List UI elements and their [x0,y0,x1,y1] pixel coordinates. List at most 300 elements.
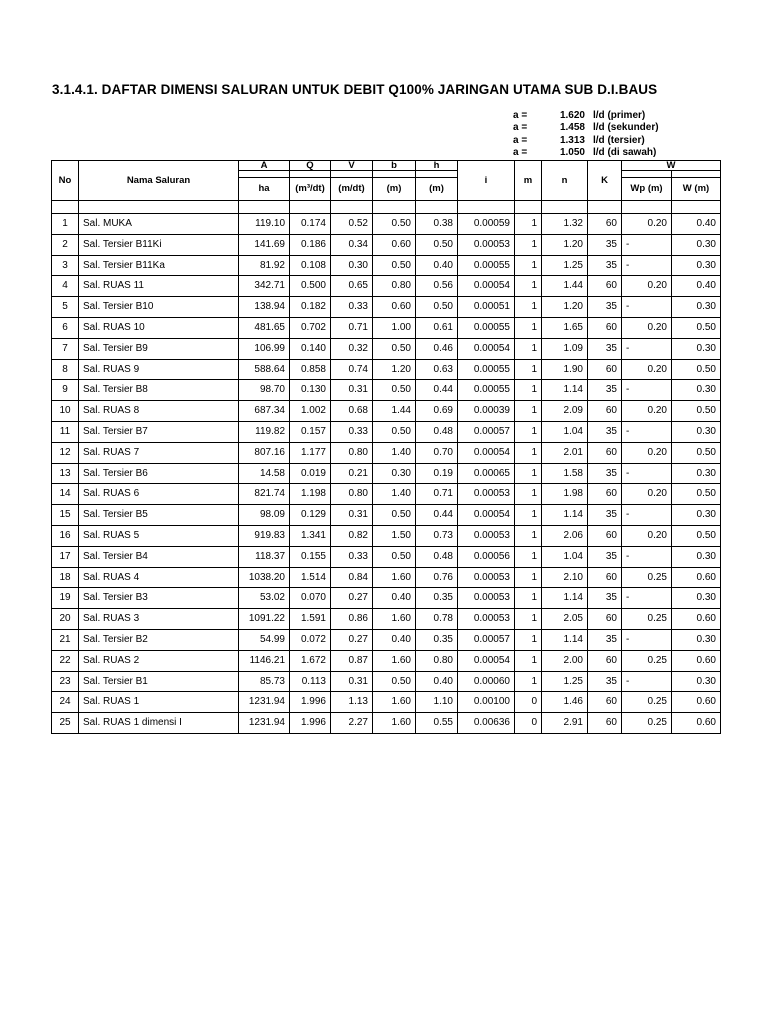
cell-a: 1231.94 [239,713,290,734]
table-row [52,609,721,630]
cell-n: 1.14 [542,588,588,609]
cell-a: 588.64 [239,359,290,380]
cell-q: 0.858 [290,359,331,380]
cell-v: 0.87 [331,650,373,671]
table-row [52,484,721,505]
cell-b: 1.20 [373,359,416,380]
header-h-unit: (m) [416,178,458,201]
table-header [52,161,721,201]
cell-a: 1146.21 [239,650,290,671]
cell-k: 60 [588,317,622,338]
cell-wp: 0.25 [622,609,672,630]
cell-n: 1.25 [542,671,588,692]
cell-v: 1.13 [331,692,373,713]
cell-k: 35 [588,505,622,526]
cell-wp: 0.25 [622,692,672,713]
cell-wp: - [622,297,672,318]
cell-i: 0.00039 [458,401,515,422]
cell-no: 23 [52,671,79,692]
cell-wp: 0.20 [622,401,672,422]
cell-wp: 0.25 [622,650,672,671]
cell-nama: Sal. Tersier B5 [79,505,239,526]
cell-v: 0.80 [331,484,373,505]
cell-b: 0.50 [373,546,416,567]
coefficient-block [513,110,659,160]
coefficient-row [513,135,659,147]
table-row [52,588,721,609]
cell-k: 35 [588,255,622,276]
cell-a: 81.92 [239,255,290,276]
table-row [52,713,721,734]
cell-v: 0.21 [331,463,373,484]
cell-no: 15 [52,505,79,526]
cell-b: 0.40 [373,588,416,609]
cell-q: 0.130 [290,380,331,401]
cell-k: 60 [588,650,622,671]
table-row [52,255,721,276]
cell-i: 0.00053 [458,525,515,546]
cell-k: 35 [588,629,622,650]
cell-q: 1.672 [290,650,331,671]
cell-b: 0.40 [373,629,416,650]
coefficient-unit: l/d (sekunder) [593,122,659,134]
cell-i: 0.00100 [458,692,515,713]
table-row [52,359,721,380]
cell-q: 0.019 [290,463,331,484]
cell-n: 2.01 [542,442,588,463]
cell-nama: Sal. RUAS 2 [79,650,239,671]
cell-h: 0.44 [416,380,458,401]
cell-q: 0.500 [290,276,331,297]
cell-b: 1.60 [373,713,416,734]
table-row [52,546,721,567]
cell-i: 0.00051 [458,297,515,318]
cell-no: 19 [52,588,79,609]
cell-q: 0.174 [290,214,331,235]
cell-m: 1 [515,588,542,609]
cell-wp: 0.25 [622,567,672,588]
coefficient-label: a = [513,110,528,121]
cell-k: 60 [588,442,622,463]
cell-n: 2.09 [542,401,588,422]
header-v: V [331,161,373,171]
cell-wp: 0.25 [622,713,672,734]
cell-v: 0.33 [331,297,373,318]
cell-b: 1.60 [373,609,416,630]
cell-wp: - [622,546,672,567]
cell-q: 1.514 [290,567,331,588]
cell-nama: Sal. RUAS 11 [79,276,239,297]
cell-h: 0.40 [416,255,458,276]
cell-h: 0.63 [416,359,458,380]
cell-b: 0.50 [373,380,416,401]
cell-q: 0.129 [290,505,331,526]
cell-q: 1.591 [290,609,331,630]
cell-w: 0.30 [672,255,721,276]
cell-k: 35 [588,421,622,442]
cell-n: 1.65 [542,317,588,338]
cell-n: 1.09 [542,338,588,359]
cell-nama: Sal. Tersier B6 [79,463,239,484]
cell-n: 1.46 [542,692,588,713]
cell-b: 0.80 [373,276,416,297]
table-row [52,234,721,255]
cell-no: 21 [52,629,79,650]
cell-k: 60 [588,214,622,235]
cell-n: 1.25 [542,255,588,276]
cell-k: 60 [588,401,622,422]
cell-a: 687.34 [239,401,290,422]
cell-q: 0.113 [290,671,331,692]
cell-n: 1.58 [542,463,588,484]
cell-i: 0.00053 [458,609,515,630]
cell-k: 60 [588,359,622,380]
cell-k: 60 [588,276,622,297]
cell-b: 0.50 [373,421,416,442]
cell-w: 0.60 [672,713,721,734]
cell-m: 1 [515,214,542,235]
cell-h: 0.35 [416,629,458,650]
cell-m: 1 [515,650,542,671]
cell-k: 35 [588,338,622,359]
cell-m: 1 [515,255,542,276]
cell-h: 0.71 [416,484,458,505]
cell-v: 0.27 [331,588,373,609]
cell-b: 1.50 [373,525,416,546]
table-row [52,692,721,713]
cell-no: 20 [52,609,79,630]
cell-n: 1.32 [542,214,588,235]
cell-no: 24 [52,692,79,713]
cell-b: 0.50 [373,505,416,526]
cell-i: 0.00053 [458,567,515,588]
cell-k: 35 [588,297,622,318]
cell-m: 1 [515,609,542,630]
cell-nama: Sal. Tersier B9 [79,338,239,359]
coefficient-unit: l/d (primer) [593,110,646,121]
cell-no: 9 [52,380,79,401]
cell-no: 13 [52,463,79,484]
cell-nama: Sal. RUAS 1 dimensi I [79,713,239,734]
cell-q: 0.155 [290,546,331,567]
coefficient-value: 1.458 [559,122,585,134]
cell-m: 1 [515,484,542,505]
header-m: m [515,161,542,201]
table-row [52,650,721,671]
cell-q: 1.996 [290,692,331,713]
cell-h: 0.46 [416,338,458,359]
cell-h: 0.76 [416,567,458,588]
cell-n: 1.44 [542,276,588,297]
cell-a: 119.10 [239,214,290,235]
cell-h: 0.56 [416,276,458,297]
cell-i: 0.00055 [458,380,515,401]
cell-n: 1.20 [542,234,588,255]
cell-i: 0.00053 [458,234,515,255]
header-q-unit: (m³/dt) [290,178,331,201]
cell-nama: Sal. RUAS 7 [79,442,239,463]
cell-nama: Sal. Tersier B8 [79,380,239,401]
cell-k: 60 [588,692,622,713]
cell-m: 1 [515,297,542,318]
cell-no: 22 [52,650,79,671]
cell-nama: Sal. RUAS 1 [79,692,239,713]
cell-m: 0 [515,692,542,713]
cell-k: 35 [588,380,622,401]
cell-b: 0.50 [373,671,416,692]
cell-k: 35 [588,546,622,567]
cell-w: 0.30 [672,234,721,255]
cell-k: 60 [588,484,622,505]
cell-n: 2.05 [542,609,588,630]
cell-nama: Sal. RUAS 10 [79,317,239,338]
cell-no: 1 [52,214,79,235]
table-row [52,442,721,463]
cell-v: 0.33 [331,546,373,567]
cell-k: 60 [588,609,622,630]
cell-a: 821.74 [239,484,290,505]
coefficient-row [513,110,659,122]
cell-q: 0.186 [290,234,331,255]
cell-no: 18 [52,567,79,588]
cell-no: 6 [52,317,79,338]
cell-wp: 0.20 [622,525,672,546]
cell-no: 10 [52,401,79,422]
cell-no: 8 [52,359,79,380]
cell-v: 0.74 [331,359,373,380]
cell-v: 0.31 [331,505,373,526]
cell-m: 1 [515,338,542,359]
cell-k: 35 [588,234,622,255]
cell-n: 1.14 [542,505,588,526]
cell-k: 60 [588,567,622,588]
cell-a: 98.70 [239,380,290,401]
cell-no: 25 [52,713,79,734]
coefficient-value: 1.050 [559,147,585,159]
cell-h: 0.48 [416,421,458,442]
cell-w: 0.30 [672,546,721,567]
cell-i: 0.00055 [458,359,515,380]
cell-n: 2.91 [542,713,588,734]
header-k: K [588,161,622,201]
cell-nama: Sal. RUAS 9 [79,359,239,380]
cell-wp: - [622,588,672,609]
cell-v: 0.33 [331,421,373,442]
cell-w: 0.30 [672,297,721,318]
cell-m: 1 [515,567,542,588]
cell-w: 0.30 [672,338,721,359]
cell-m: 1 [515,671,542,692]
cell-w: 0.30 [672,671,721,692]
table-body [52,214,721,734]
cell-h: 0.70 [416,442,458,463]
cell-k: 35 [588,588,622,609]
cell-nama: Sal. Tersier B11Ki [79,234,239,255]
cell-k: 60 [588,713,622,734]
cell-b: 1.00 [373,317,416,338]
cell-k: 60 [588,525,622,546]
cell-m: 1 [515,317,542,338]
header-i: i [458,161,515,201]
header-h: h [416,161,458,171]
cell-wp: - [622,234,672,255]
cell-v: 0.68 [331,401,373,422]
cell-q: 0.157 [290,421,331,442]
cell-a: 98.09 [239,505,290,526]
cell-i: 0.00055 [458,255,515,276]
coefficient-label: a = [513,147,528,159]
coefficient-value: 1.313 [559,134,585,146]
cell-i: 0.00054 [458,505,515,526]
header-wp: Wp (m) [622,178,672,201]
cell-nama: Sal. Tersier B11Ka [79,255,239,276]
cell-h: 0.80 [416,650,458,671]
cell-k: 35 [588,671,622,692]
header-a-unit: ha [239,178,290,201]
cell-i: 0.00057 [458,421,515,442]
cell-w: 0.30 [672,588,721,609]
cell-wp: - [622,629,672,650]
cell-q: 0.108 [290,255,331,276]
cell-a: 54.99 [239,629,290,650]
cell-i: 0.00055 [458,317,515,338]
cell-w: 0.40 [672,214,721,235]
cell-n: 2.00 [542,650,588,671]
cell-nama: Sal. RUAS 4 [79,567,239,588]
cell-w: 0.60 [672,692,721,713]
cell-q: 0.140 [290,338,331,359]
cell-i: 0.00054 [458,650,515,671]
table-row [52,338,721,359]
coefficient-value: 1.620 [559,110,585,121]
cell-v: 0.34 [331,234,373,255]
header-q: Q [290,161,331,171]
header-b-unit: (m) [373,178,416,201]
cell-v: 0.82 [331,525,373,546]
cell-v: 0.71 [331,317,373,338]
cell-no: 12 [52,442,79,463]
table-row [52,567,721,588]
cell-nama: Sal. RUAS 8 [79,401,239,422]
cell-q: 0.182 [290,297,331,318]
cell-wp: - [622,338,672,359]
table-row [52,317,721,338]
cell-n: 1.14 [542,380,588,401]
cell-h: 0.48 [416,546,458,567]
cell-b: 0.50 [373,255,416,276]
cell-n: 1.20 [542,297,588,318]
cell-v: 0.27 [331,629,373,650]
cell-b: 1.60 [373,567,416,588]
cell-i: 0.00054 [458,338,515,359]
page-title: 3.1.4.1. DAFTAR DIMENSI SALURAN UNTUK DEBIT Q100% JARINGAN UTAMA SUB D.I.BAUS [52,82,658,97]
header-nama-saluran: Nama Saluran [79,161,239,201]
cell-q: 1.996 [290,713,331,734]
cell-a: 1231.94 [239,692,290,713]
cell-nama: Sal. Tersier B4 [79,546,239,567]
cell-v: 0.65 [331,276,373,297]
coefficient-unit: l/d (di sawah) [593,147,657,159]
cell-nama: Sal. RUAS 3 [79,609,239,630]
table-row [52,401,721,422]
cell-b: 0.60 [373,234,416,255]
cell-a: 1038.20 [239,567,290,588]
cell-i: 0.00065 [458,463,515,484]
cell-w: 0.30 [672,421,721,442]
cell-a: 106.99 [239,338,290,359]
table-row [52,297,721,318]
cell-i: 0.00060 [458,671,515,692]
cell-wp: 0.20 [622,317,672,338]
cell-nama: Sal. Tersier B2 [79,629,239,650]
cell-wp: 0.20 [622,359,672,380]
cell-w: 0.50 [672,442,721,463]
cell-v: 0.31 [331,380,373,401]
cell-wp: 0.20 [622,484,672,505]
header-a: A [239,161,290,171]
cell-w: 0.50 [672,525,721,546]
cell-n: 1.04 [542,421,588,442]
cell-no: 5 [52,297,79,318]
cell-q: 1.341 [290,525,331,546]
table-row [52,671,721,692]
cell-i: 0.00636 [458,713,515,734]
cell-h: 0.35 [416,588,458,609]
cell-nama: Sal. MUKA [79,214,239,235]
cell-v: 0.80 [331,442,373,463]
cell-a: 807.16 [239,442,290,463]
cell-i: 0.00054 [458,276,515,297]
cell-no: 17 [52,546,79,567]
spacer-row [52,201,721,214]
cell-b: 1.60 [373,692,416,713]
cell-n: 2.10 [542,567,588,588]
cell-q: 1.177 [290,442,331,463]
cell-n: 1.98 [542,484,588,505]
cell-h: 0.73 [416,525,458,546]
table-row [52,380,721,401]
header-b: b [373,161,416,171]
table-row [52,214,721,235]
header-w: W [622,161,721,171]
cell-i: 0.00059 [458,214,515,235]
header-v-unit: (m/dt) [331,178,373,201]
cell-w: 0.30 [672,380,721,401]
cell-a: 138.94 [239,297,290,318]
cell-h: 0.55 [416,713,458,734]
cell-a: 481.65 [239,317,290,338]
cell-h: 1.10 [416,692,458,713]
cell-b: 0.60 [373,297,416,318]
cell-a: 1091.22 [239,609,290,630]
table-row [52,463,721,484]
cell-wp: - [622,255,672,276]
table-row [52,629,721,650]
cell-no: 2 [52,234,79,255]
cell-h: 0.61 [416,317,458,338]
cell-m: 1 [515,525,542,546]
header-n: n [542,161,588,201]
cell-v: 0.30 [331,255,373,276]
cell-a: 919.83 [239,525,290,546]
cell-q: 0.070 [290,588,331,609]
cell-w: 0.40 [672,276,721,297]
cell-v: 2.27 [331,713,373,734]
cell-m: 1 [515,629,542,650]
coefficient-row [513,147,659,159]
table-row [52,421,721,442]
cell-q: 1.002 [290,401,331,422]
